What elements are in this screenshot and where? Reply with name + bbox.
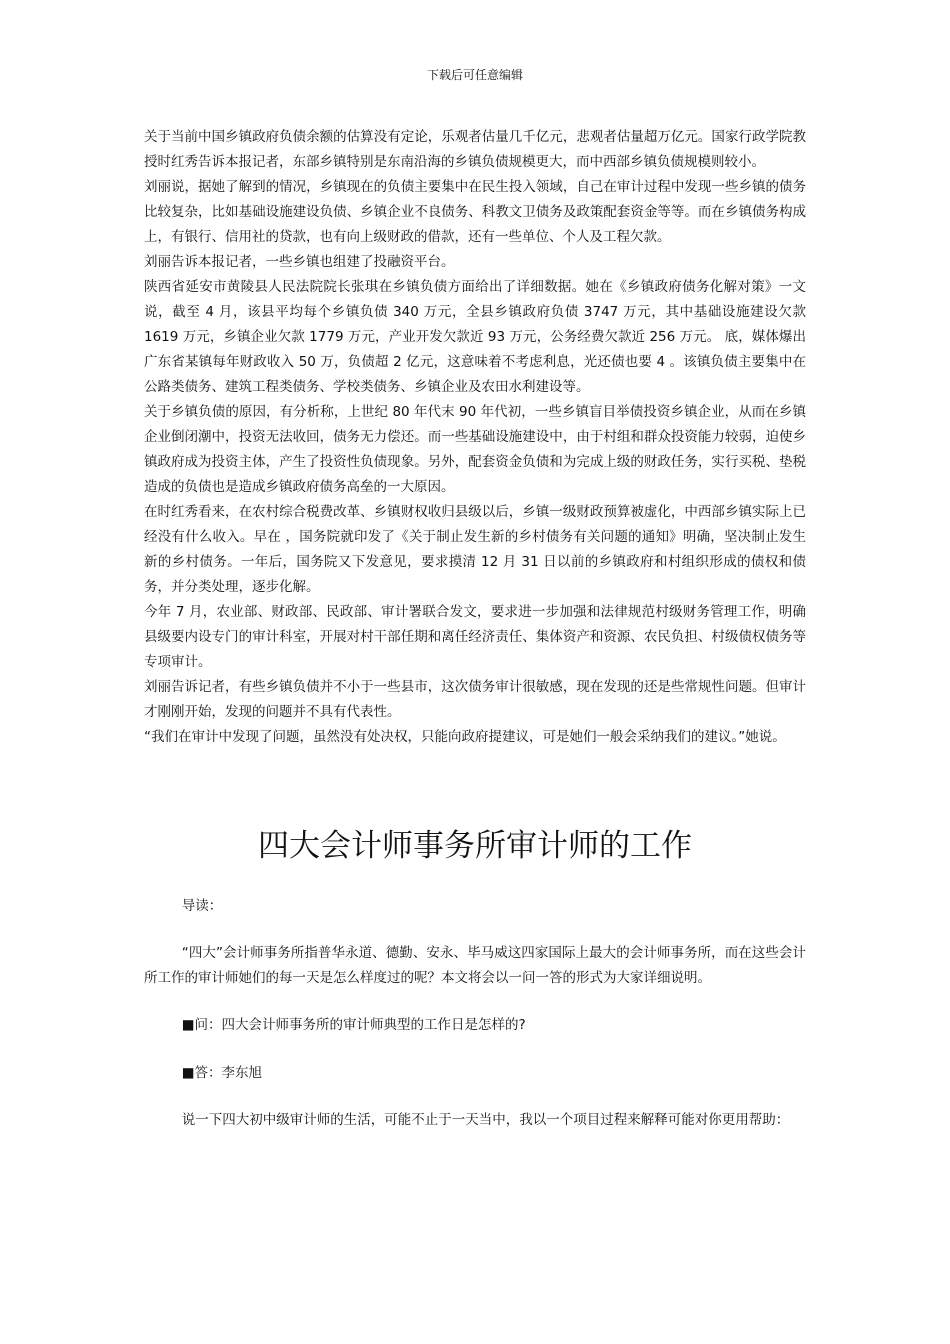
body-paragraph: 说一下四大初中级审计师的生活，可能不止于一天当中，我以一个项目过程来解释可能对你更用帮助： [181, 1112, 790, 1128]
intro-block [144, 894, 806, 919]
article-paragraph-7: 今年 7 月，农业部、财政部、民政部、审计署联合发文，要求进一步加强和法律规范村级财务管理工作，明确县级要内设专门的审计科室，开展对村干部任期和离任经济责任、集体资产和资源、农民负担、村级债权债务等专项审计。 [144, 604, 806, 670]
intro-label: 导读： [181, 898, 223, 914]
article-paragraph-6: 在时红秀看来，在农村综合税费改革、乡镇财权收归县级以后，乡镇一级财政预算被虚化，中西部乡镇实际上已经没有什么收入。早在 ，国务院就印发了《关于制止发生新的乡村债务有关问题的通知》明确，坚决制止发生新的乡村债务。一年后，国务院又下发意见，要求摸清 12 月 31 日以前的乡镇政府和村组织形成的债权和债务，并分类处理，逐步化解。 [144, 504, 806, 595]
download-note: 下载后可任意编辑 [426, 68, 523, 82]
answer-block [144, 1061, 806, 1086]
article-paragraph-2: 刘丽说，据她了解到的情况，乡镇现在的负债主要集中在民生投入领域，自己在审计过程中发现一些乡镇的债务比较复杂，比如基础设施建设负债、乡镇企业不良债务、科教文卫债务及政策配套资金等等。而在乡镇债务构成上，有银行、信用社的贷款，也有向上级财政的借款，还有一些单位、个人及工程欠款。 [144, 179, 806, 245]
article-paragraph-8: 刘丽告诉记者，有些乡镇负债并不小于一些县市，这次债务审计很敏感，现在发现的还是些常规性问题。但审计才刚刚开始，发现的问题并不具有代表性。 [144, 679, 806, 720]
body-block [144, 1108, 806, 1133]
article-paragraph-1: 关于当前中国乡镇政府负债余额的估算没有定论，乐观者估量几千亿元，悲观者估量超万亿元。国家行政学院教授时红秀告诉本报记者，东部乡镇特别是东南沿海的乡镇负债规模更大，而中西部乡镇负债规模则较小。 [144, 129, 806, 170]
lead-paragraph: “四大”会计师事务所指普华永道、德勤、安永、毕马威这四家国际上最大的会计师事务所，而在这些会计所工作的审计师她们的每一天是怎么样度过的呢？本文将会以一问一答的形式为大家详细说明。 [144, 945, 806, 986]
article-paragraph-5: 关于乡镇负债的原因，有分析称，上世纪 80 年代末 90 年代初，一些乡镇盲目举债投资乡镇企业，从而在乡镇企业倒闭潮中，投资无法收回，债务无力偿还。而一些基础设施建设中，由于村组和群众投资能力较弱，迫使乡镇政府成为投资主体，产生了投资性负债现象。另外，配套资金负债和为完成上级的财政任务，实行买税、垫税造成的负债也是造成乡镇政府债务高垒的一大原因。 [144, 404, 806, 495]
section-title: 四大会计师事务所审计师的工作 [258, 828, 692, 864]
question-block [144, 1013, 806, 1038]
article-paragraph-3: 刘丽告诉本报记者，一些乡镇也组建了投融资平台。 [144, 254, 455, 270]
answer-text: ■答：李东旭 [181, 1065, 263, 1081]
article-body [144, 125, 806, 750]
question-text: ■问：四大会计师事务所的审计师典型的工作日是怎样的? [181, 1017, 526, 1033]
lead-block [144, 941, 806, 991]
article-paragraph-9: “我们在审计中发现了问题，虽然没有处决权，只能向政府提建议，可是她们一般会采纳我们的建议。”她说。 [144, 729, 786, 745]
article-paragraph-4: 陕西省延安市黄陵县人民法院院长张琪在乡镇负债方面给出了详细数据。她在《乡镇政府债务化解对策》一文说，截至 4 月，该县平均每个乡镇负债 340 万元，全县乡镇政府负债 3747 万元，其中基础设施建设欠款 1619 万元，乡镇企业欠款 1779 万元，产业开发欠款近 93 万元，公务经费欠款近 256 万元。 底，媒体爆出广东省某镇每年财政收入 50 万，负债超 2 亿元，这意味着不考虑利息，光还债也要 4 。该镇负债主要集中在公路类债务、建筑工程类债务、学校类债务、乡镇企业及农田水利建设等。 [144, 279, 806, 395]
